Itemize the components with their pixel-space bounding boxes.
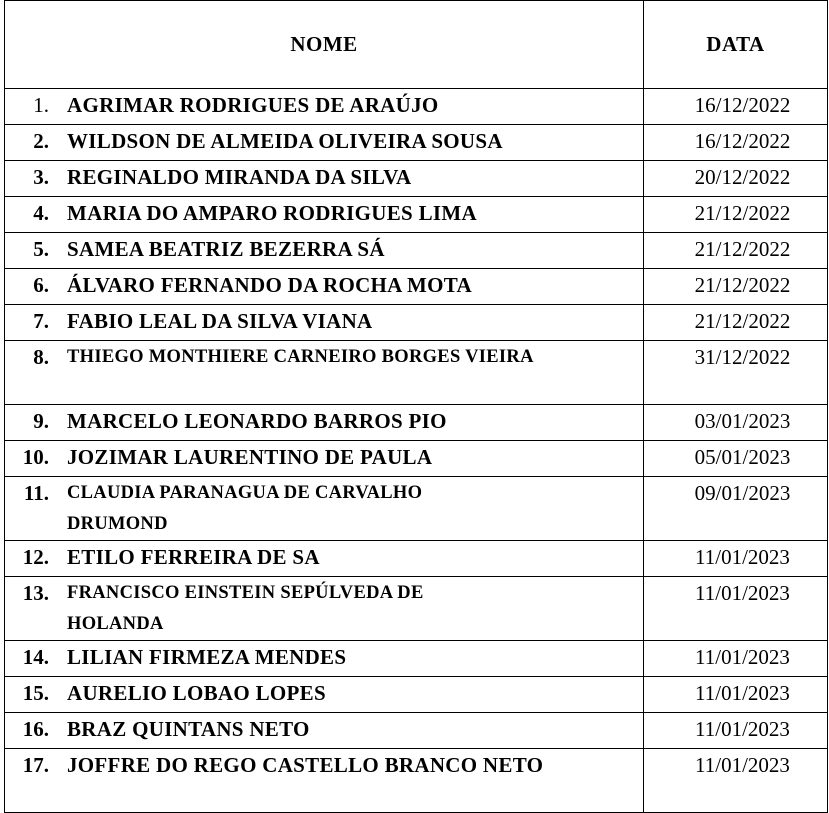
date-cell: 16/12/2022: [644, 89, 828, 125]
table-row: [5, 577, 828, 641]
person-name: CLAUDIA PARANAGUA DE CARVALHO DRUMOND: [67, 483, 423, 534]
table-row: [5, 749, 828, 813]
name-cell: [5, 233, 644, 269]
row-number: 1.: [33, 93, 49, 117]
date-cell: 11/01/2023: [644, 541, 828, 577]
row-number: 17.: [22, 753, 49, 777]
date-cell: 11/01/2023: [644, 749, 828, 813]
table-row: [5, 541, 828, 577]
table-row: [5, 641, 828, 677]
table-row: [5, 405, 828, 441]
row-number: 9.: [33, 409, 49, 433]
row-number: 5.: [33, 237, 49, 261]
row-number: 6.: [33, 273, 49, 297]
person-name: AURELIO LOBAO LOPES: [67, 681, 326, 705]
header-row: [5, 1, 828, 89]
name-cell: [5, 197, 644, 233]
name-cell: [5, 125, 644, 161]
name-cell: [5, 677, 644, 713]
date-cell: 05/01/2023: [644, 441, 828, 477]
person-name: FABIO LEAL DA SILVA VIANA: [67, 309, 373, 333]
person-name: LILIAN FIRMEZA MENDES: [67, 645, 347, 669]
row-number: 2.: [33, 129, 49, 153]
person-name: BRAZ QUINTANS NETO: [67, 717, 310, 741]
name-cell: [5, 89, 644, 125]
name-cell: [5, 441, 644, 477]
table-row: [5, 713, 828, 749]
name-cell: [5, 641, 644, 677]
date-cell: 21/12/2022: [644, 269, 828, 305]
table-row: [5, 677, 828, 713]
person-name: JOFFRE DO REGO CASTELLO BRANCO NETO: [67, 753, 544, 777]
header-date: DATA: [644, 1, 828, 89]
name-cell: [5, 161, 644, 197]
name-cell: [5, 749, 644, 813]
date-cell: 16/12/2022: [644, 125, 828, 161]
table-row: [5, 269, 828, 305]
header-name: NOME: [5, 1, 644, 89]
date-cell: 03/01/2023: [644, 405, 828, 441]
row-number: 3.: [33, 165, 49, 189]
table-row: [5, 89, 828, 125]
table-row: [5, 305, 828, 341]
row-number: 11.: [23, 481, 49, 505]
date-cell: 11/01/2023: [644, 577, 828, 641]
person-name: ETILO FERREIRA DE SA: [67, 545, 320, 569]
name-cell: [5, 341, 644, 405]
row-number: 12.: [22, 545, 49, 569]
row-number: 10.: [22, 445, 49, 469]
name-cell: [5, 269, 644, 305]
row-number: 16.: [22, 717, 49, 741]
table-row: [5, 477, 828, 541]
row-number: 13.: [22, 581, 49, 605]
name-cell: [5, 305, 644, 341]
table-row: [5, 441, 828, 477]
row-number: 14.: [22, 645, 49, 669]
person-name: MARIA DO AMPARO RODRIGUES LIMA: [67, 201, 477, 225]
table-row: [5, 197, 828, 233]
date-cell: 11/01/2023: [644, 641, 828, 677]
date-cell: 31/12/2022: [644, 341, 828, 405]
table-row: [5, 341, 828, 405]
name-cell: [5, 477, 644, 541]
name-cell: [5, 713, 644, 749]
name-cell: [5, 577, 644, 641]
name-cell: [5, 405, 644, 441]
row-number: 15.: [22, 681, 49, 705]
person-name: JOZIMAR LAURENTINO DE PAULA: [67, 445, 433, 469]
date-cell: 11/01/2023: [644, 677, 828, 713]
date-cell: 21/12/2022: [644, 305, 828, 341]
date-cell: 09/01/2023: [644, 477, 828, 541]
row-number: 7.: [33, 309, 49, 333]
date-cell: 21/12/2022: [644, 233, 828, 269]
person-name: FRANCISCO EINSTEIN SEPÚLVEDA DE HOLANDA: [67, 583, 424, 634]
name-cell: [5, 541, 644, 577]
table-row: [5, 125, 828, 161]
row-number: 4.: [33, 201, 49, 225]
date-cell: 20/12/2022: [644, 161, 828, 197]
person-name: WILDSON DE ALMEIDA OLIVEIRA SOUSA: [67, 129, 503, 153]
person-name: THIEGO MONTHIERE CARNEIRO BORGES VIEIRA: [67, 347, 534, 367]
date-cell: 21/12/2022: [644, 197, 828, 233]
person-name: REGINALDO MIRANDA DA SILVA: [67, 165, 412, 189]
date-cell: 11/01/2023: [644, 713, 828, 749]
person-name: MARCELO LEONARDO BARROS PIO: [67, 409, 447, 433]
table-row: [5, 161, 828, 197]
person-name: SAMEA BEATRIZ BEZERRA SÁ: [67, 237, 385, 261]
person-name: ÁLVARO FERNANDO DA ROCHA MOTA: [67, 273, 473, 297]
names-table: [4, 0, 828, 813]
person-name: AGRIMAR RODRIGUES DE ARAÚJO: [67, 93, 439, 117]
table-row: [5, 233, 828, 269]
row-number: 8.: [33, 345, 49, 369]
